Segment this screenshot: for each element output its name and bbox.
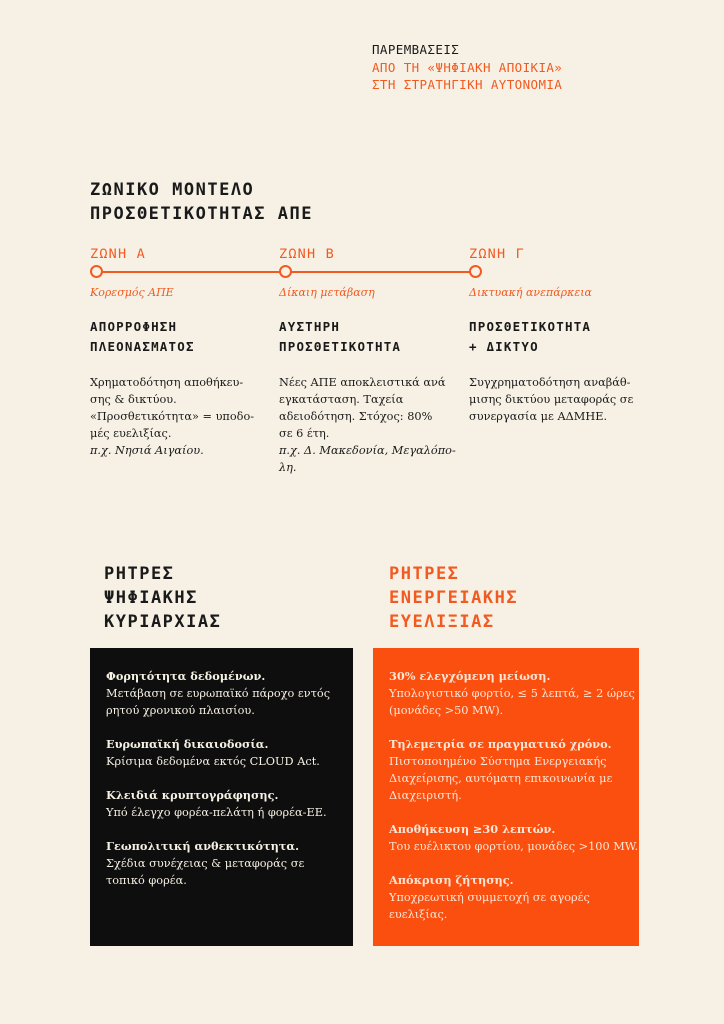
zone-b-text-line: εγκατάσταση. Ταχεία [279, 393, 404, 406]
clause-title: Κλειδιά κρυπτογράφησης. [106, 788, 279, 802]
zone-c-heading-line-1: ΠΡΟΣΘΕΤΙΚΟΤΗΤΑ [469, 319, 592, 334]
zone-b-subtitle: Δίκαιη μετάβαση [279, 286, 375, 299]
zone-b-label: ΖΩΝΗ Β [279, 246, 335, 262]
zone-a-text-line: Χρηματοδότηση αποθήκευ- [90, 376, 244, 389]
zone-a-text-line: «Προσθετικότητα» = υποδο- [90, 410, 255, 423]
zone-c-label: ΖΩΝΗ Γ [469, 246, 525, 262]
clause-text: Του ευέλικτου φορτίου, μονάδες >100 MW. [389, 840, 639, 853]
clause-text: Πιστοποιημένο Σύστημα Ενεργειακής [389, 755, 607, 768]
clause-text: Σχέδια συνέχειας & μεταφοράς σε [106, 857, 305, 870]
clause-text: Υπό έλεγχο φορέα-πελάτη ή φορέα-ΕΕ. [106, 806, 327, 819]
clause-item [106, 838, 339, 889]
zone-b-heading [279, 317, 401, 357]
clause-text: Υπολογιστικό φορτίο, ≤ 5 λεπτά, ≥ 2 ώρες [389, 687, 635, 700]
document-header [372, 41, 562, 94]
zone-a-description [90, 374, 268, 459]
digital-clauses-box [90, 648, 353, 946]
zone-a-text-line: σης & δικτύου. [90, 393, 177, 406]
energy-clauses-box [373, 648, 639, 946]
zone-b-node [279, 265, 292, 278]
digital-clauses-title [104, 562, 221, 634]
clause-item [389, 821, 639, 855]
clause-title: Ευρωπαϊκή δικαιοδοσία. [106, 737, 269, 751]
zone-a-heading [90, 317, 195, 357]
header-line-3: ΣΤΗ ΣΤΡΑΤΗΓΙΚΗ ΑΥΤΟΝΟΜΙΑ [372, 77, 563, 92]
zone-a-node [90, 265, 103, 278]
zone-c-heading-line-2: + ΔΙΚΤΥΟ [469, 339, 539, 354]
zone-a-label: ΖΩΝΗ Α [90, 246, 146, 262]
zone-c-text-line: Συγχρηματοδότηση αναβάθ- [469, 376, 631, 389]
zone-a-example: π.χ. Νησιά Αιγαίου. [90, 444, 204, 457]
energy-title-line: ΕΝΕΡΓΕΙΑΚΗΣ [389, 588, 519, 608]
section-title-line-2: ΠΡΟΣΘΕΤΙΚΟΤΗΤΑΣ ΑΠΕ [90, 204, 313, 224]
zone-a-heading-line-2: ΠΛΕΟΝΑΣΜΑΤΟΣ [90, 339, 195, 354]
zone-a-heading-line-1: ΑΠΟΡΡΟΦΗΣΗ [90, 319, 178, 334]
clause-item [389, 668, 635, 719]
clause-text: Διαχείρισης, αυτόματη επικοινωνία με [389, 772, 613, 785]
zone-b-text-line: αδειοδότηση. Στόχος: 80% [279, 410, 433, 423]
clause-title: Αποθήκευση ≥30 λεπτών. [389, 822, 556, 836]
zone-b-heading-line-1: ΑΥΣΤΗΡΗ [279, 319, 341, 334]
clause-item [389, 872, 625, 923]
clause-title: Γεωπολιτική ανθεκτικότητα. [106, 839, 300, 853]
zone-c-heading [469, 317, 591, 357]
zone-c-text-line: συνεργασία με ΑΔΜΗΕ. [469, 410, 608, 423]
clause-text: Μετάβαση σε ευρωπαϊκό πάροχο εντός [106, 687, 331, 700]
zone-c-subtitle: Δικτυακή ανεπάρκεια [469, 286, 592, 299]
zone-a-text-line: μές ευελιξίας. [90, 427, 172, 440]
clause-item [106, 736, 339, 770]
header-line-1: ΠΑΡΕΜΒΑΣΕΙΣ [372, 42, 460, 57]
clause-item [106, 668, 339, 719]
zone-a-subtitle: Κορεσμός ΑΠΕ [90, 286, 174, 299]
energy-title-line: ΡΗΤΡΕΣ [389, 564, 460, 584]
clause-title: 30% ελεγχόμενη μείωση. [389, 669, 551, 683]
section-title [90, 178, 313, 226]
clause-text: (μονάδες >50 MW). [389, 704, 504, 717]
clause-text: Διαχειριστή. [389, 789, 462, 802]
zone-b-heading-line-2: ΠΡΟΣΘΕΤΙΚΟΤΗΤΑ [279, 339, 402, 354]
clause-text: Υποχρεωτική συμμετοχή σε αγορές [389, 891, 590, 904]
clause-text: τοπικό φορέα. [106, 874, 187, 887]
energy-title-line: ΕΥΕΛΙΞΙΑΣ [389, 612, 495, 632]
digital-title-line: ΡΗΤΡΕΣ [104, 564, 175, 584]
zone-b-description [279, 374, 457, 476]
zone-b-text-line: σε 6 έτη. [279, 427, 330, 440]
clause-text: ευελιξίας. [389, 908, 448, 921]
zone-c-node [469, 265, 482, 278]
section-title-line-1: ΖΩΝΙΚΟ ΜΟΝΤΕΛΟ [90, 180, 255, 200]
clause-item [389, 736, 625, 804]
header-line-2: ΑΠΟ ΤΗ «ΨΗΦΙΑΚΗ ΑΠΟΙΚΙΑ» [372, 59, 563, 75]
clause-title: Φορητότητα δεδομένων. [106, 669, 266, 683]
clause-title: Τηλεμετρία σε πραγματικό χρόνο. [389, 737, 612, 751]
digital-title-line: ΚΥΡΙΑΡΧΙΑΣ [104, 612, 222, 632]
zone-b-example: λη. [279, 461, 297, 474]
clause-text: Κρίσιμα δεδομένα εκτός CLOUD Act. [106, 755, 320, 768]
zone-b-text-line: Νέες ΑΠΕ αποκλειστικά ανά [279, 376, 446, 389]
energy-clauses-title [389, 562, 518, 634]
clause-item [106, 787, 339, 821]
zone-c-text-line: μισης δικτύου μεταφοράς σε [469, 393, 634, 406]
clause-title: Απόκριση ζήτησης. [389, 873, 514, 887]
clause-text: ρητού χρονικού πλαισίου. [106, 704, 255, 717]
digital-title-line: ΨΗΦΙΑΚΗΣ [104, 588, 198, 608]
zone-c-description [469, 374, 647, 425]
zone-b-example: π.χ. Δ. Μακεδονία, Μεγαλόπο- [279, 444, 456, 457]
